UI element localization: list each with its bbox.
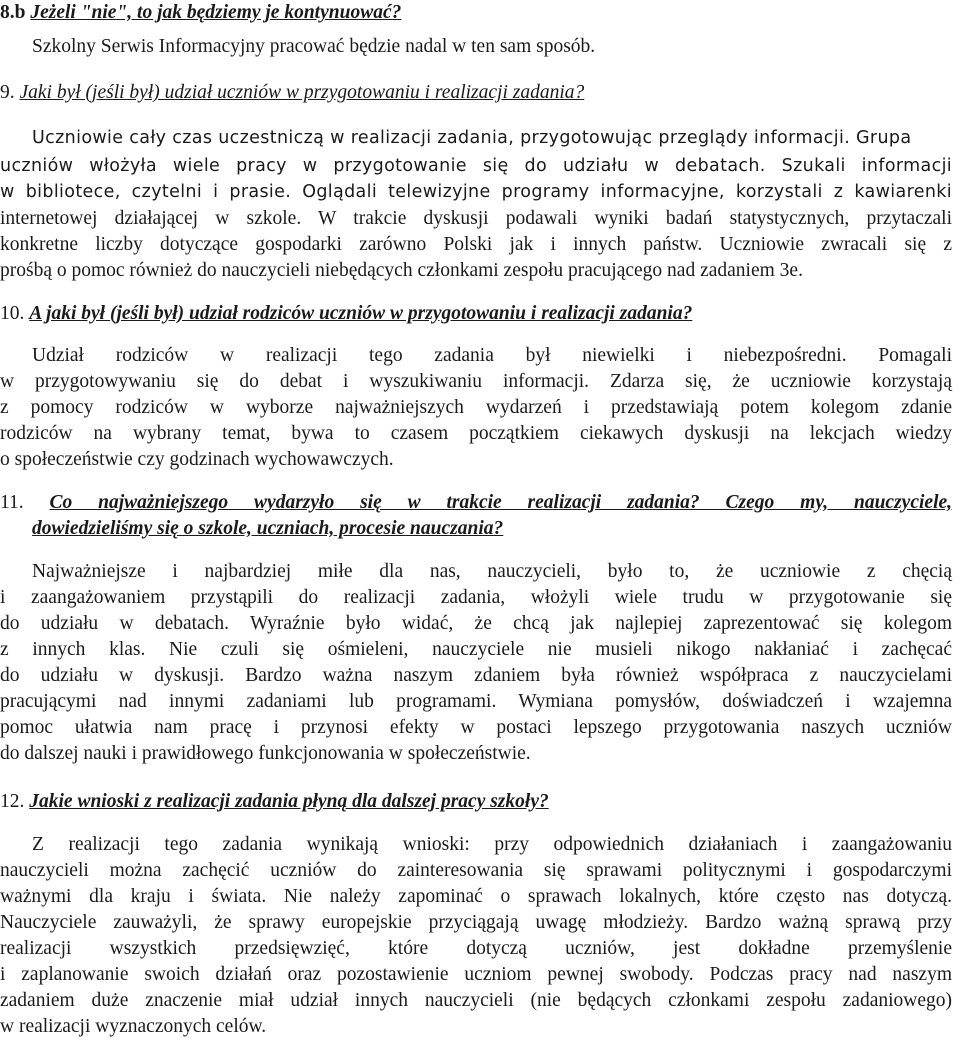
paragraph-line: ważnymi dla kraju i świata. Nie należy zapominać o sprawach lokalnych, które często nas dotyczą.	[0, 886, 952, 907]
paragraph-line: prośbą o pomoc również do nauczycieli niebędących członkami zespołu pracującego nad zadaniem 3e.	[0, 260, 803, 281]
section-number: 8.b	[0, 2, 26, 23]
section-number: 11.	[0, 492, 24, 513]
question-text: dowiedzieliśmy się o szkole, uczniach, procesie nauczania?	[32, 518, 504, 539]
paragraph-line: realizacji wszystkich przedsięwzięć, które dotyczą uczniów, jest dokładne przemyślenie	[0, 938, 952, 959]
section-11-heading	[0, 490, 952, 516]
paragraph-line: zadaniem duże znaczenie miał udział innych nauczycieli (nie będących członkami zespołu zadaniowego)	[0, 990, 952, 1011]
question-text: Jaki był (jeśli był) udział uczniów w przygotowaniu i realizacji zadania?	[19, 82, 585, 103]
paragraph-line: do udziału w debatach. Wyraźnie było widać, że chcą jak najlepiej zaprezentować się kolegom	[0, 613, 952, 634]
section-8b-answer: Szkolny Serwis Informacyjny pracować będzie nadal w ten sam sposób.	[32, 36, 596, 57]
paragraph-line: nauczycieli można zachęcić uczniów do zainteresowania się sprawami politycznymi i gospodarczymi	[0, 860, 952, 881]
paragraph-line: z pomocy rodziców w wyborze najważniejszych wydarzeń i przedstawiają potem kolegom zdanie	[0, 397, 952, 418]
paragraph-line: internetowej działającej w szkole. W trakcie dyskusji podawali wyniki badań statystycznych, przytaczali	[0, 208, 952, 229]
section-number: 10.	[0, 303, 25, 324]
paragraph-line: z innych klas. Nie czuli się ośmieleni, nauczyciele nie musieli nikogo nakłaniać i zachęcać	[0, 639, 952, 660]
paragraph-line: pracującymi nad innymi zadaniami lub programami. Wymiana pomysłów, doświadczeń i wzajemna	[0, 691, 952, 712]
section-number: 12.	[0, 791, 25, 812]
question-text: A jaki był (jeśli był) udział rodziców uczniów w przygotowaniu i realizacji zadania?	[29, 303, 693, 324]
section-10-heading	[0, 301, 952, 327]
paragraph-line: Udział rodziców w realizacji tego zadania był niewielki i niebezpośredni. Pomagali	[32, 345, 952, 366]
paragraph-line: rodziców na wybrany temat, bywa to czasem początkiem ciekawych dyskusji na lekcjach wiedzy	[0, 423, 952, 444]
paragraph-line: uczniów włożyła wiele pracy w przygotowanie się do udziału w debatach. Szukali informacji	[0, 156, 952, 176]
paragraph-line: w przygotowywaniu się do debat i wyszukiwaniu informacji. Zdarza się, że uczniowie korzystają	[0, 371, 952, 392]
paragraph-line: i zaangażowaniem przystąpili do realizacji zadania, włożyli wiele trudu w przygotowanie się	[0, 587, 952, 608]
question-text: Jeżeli "nie", to jak będziemy je kontynuować?	[30, 2, 402, 23]
paragraph-line: do udziału w dyskusji. Bardzo ważna naszym zdaniem była również współpraca z nauczycielami	[0, 665, 952, 686]
paragraph-line: Nauczyciele zauważyli, że sprawy europejskie przyciągają uwagę młodzieży. Bardzo ważną sprawą przy	[0, 912, 952, 933]
section-12-heading	[0, 789, 952, 815]
section-9-heading	[0, 80, 952, 106]
paragraph-line: Najważniejsze i najbardziej miłe dla nas, nauczycieli, było to, że uczniowie z chęcią	[32, 561, 952, 582]
section-8b-heading	[0, 0, 952, 26]
paragraph-line	[0, 179, 952, 205]
paragraph-line: pomoc ułatwia nam pracę i przynosi efekty w postaci lepszego przygotowania naszych uczniów	[0, 717, 952, 738]
paragraph-line: Z realizacji tego zadania wynikają wnioski: przy odpowiednich działaniach i zaangażowaniu	[32, 834, 952, 855]
paragraph-line: Uczniowie cały czas uczestniczą w realizacji zadania, przygotowując przeglądy informacji. Grupa	[32, 128, 912, 148]
paragraph-line: konkretne liczby dotyczące gospodarki zarówno Polski jak i innych państw. Uczniowie zwracali się z	[0, 234, 952, 255]
section-number: 9.	[0, 82, 15, 103]
question-text: Jakie wnioski z realizacji zadania płyną dla dalszej pracy szkoły?	[29, 791, 549, 812]
question-text: Co najważniejszego wydarzyło się w trakcie realizacji zadania? Czego my, nauczyciele,	[49, 492, 953, 513]
paragraph-line-part: w bibliotece, czytelni i prasie. Oglądali telewizyjne programy informacyjne, korzystali z kawiarenki	[0, 182, 952, 202]
paragraph-line: do dalszej nauki i prawidłowego funkcjonowania w społeczeństwie.	[0, 743, 531, 764]
section-11-heading-cont	[32, 516, 952, 542]
paragraph-line: w realizacji wyznaczonych celów.	[0, 1016, 267, 1037]
paragraph-line: i zaplanowanie swoich działań oraz pozostawienie uczniom pewnej swobody. Podczas pracy nad naszym	[0, 964, 952, 985]
paragraph-line: o społeczeństwie czy godzinach wychowawczych.	[0, 449, 394, 470]
